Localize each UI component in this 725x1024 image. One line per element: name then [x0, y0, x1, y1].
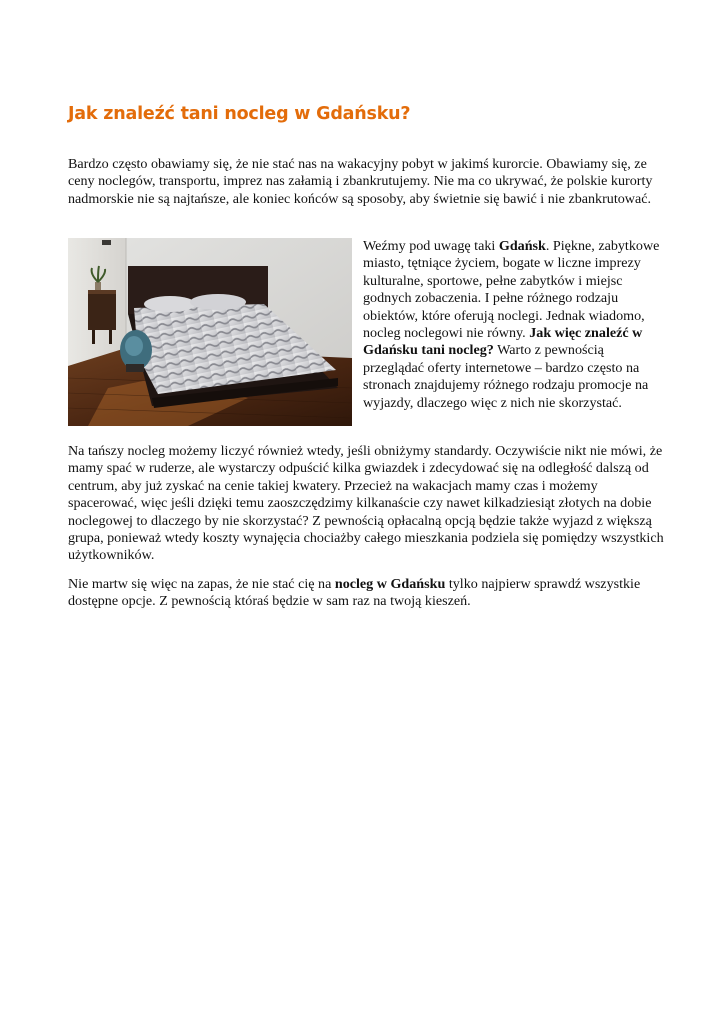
paragraph-standards: Na tańszy nocleg możemy liczyć również wtedy, jeśli obniżymy standardy. Oczywiście nikt nie mówi, że mamy spać w ruderze, ale wystarczy odpuścić kilka gwiazdek i zdecydować się na odległość dalszą od centrum, aby już zyskać na cenie takiej kwatery. Przecież na wakacjach mamy czas i możemy spacerować, więc jeśli dzięki temu zaoszczędzimy kilkanaście czy nawet kilkadziesiąt złotych na dobie noclegowej to dlaczego by nie skorzystać? Z pewnością opłacalną opcją będzie także wyjazd z większą grupa, ponieważ wtedy koszty wynajęcia chociażby całego mieszkania podziela się pomiędzy wszystkich użytkowników. [68, 443, 664, 564]
p2-bold-gdansk: Gdańsk [498, 238, 546, 254]
p2-text-after: . Piękne, zabytkowe miasto, tętniące życiem, bogate w liczne imprezy kulturalne, sportowe, pełne zabytków i miejsc godnych zobaczenia. I pełne różnego rodzaju obiektów, które oferują noclegi. Jednak wiadomo, nocleg noclegowi nie równy. [363, 238, 660, 342]
p4-text-before: Nie martw się więc na zapas, że nie stać cię na [68, 576, 335, 592]
p2-bold-question: Jak więc znaleźć w Gdańsku tani nocleg? [363, 325, 643, 359]
paragraph-intro: Bardzo często obawiamy się, że nie stać nas na wakacyjny pobyt w jakimś kurorcie. Obawiamy się, ze ceny noclegów, transportu, imprez nas załamią i zbankrutujemy. Nie ma co ukrywać, że polskie kurorty nadmorskie nie są najtańsze, ale koniec końców są sposoby, aby świetnie się bawić i nie zbankrutować. [68, 156, 653, 207]
p2-text-end: Warto z pewnością przeglądać oferty internetowe – bardzo często na stronach znajdujemy różnego rodzaju promocje na wyjazdy, dlaczego więc z nich nie skorzystać. [363, 342, 649, 411]
bedroom-photo [68, 238, 352, 426]
article-title: Jak znaleźć tani nocleg w Gdańsku? [68, 104, 411, 124]
p2-text-before: Weźmy pod uwagę taki [363, 238, 499, 254]
paragraph-gdansk [363, 238, 663, 412]
p4-bold-keyword: nocleg w Gdańsku [334, 576, 446, 592]
paragraph-conclusion [68, 576, 668, 611]
p4-text-after: tylko najpierw sprawdź wszystkie dostępne opcje. Z pewnością któraś będzie w sam raz na twoją kieszeń. [68, 576, 641, 610]
